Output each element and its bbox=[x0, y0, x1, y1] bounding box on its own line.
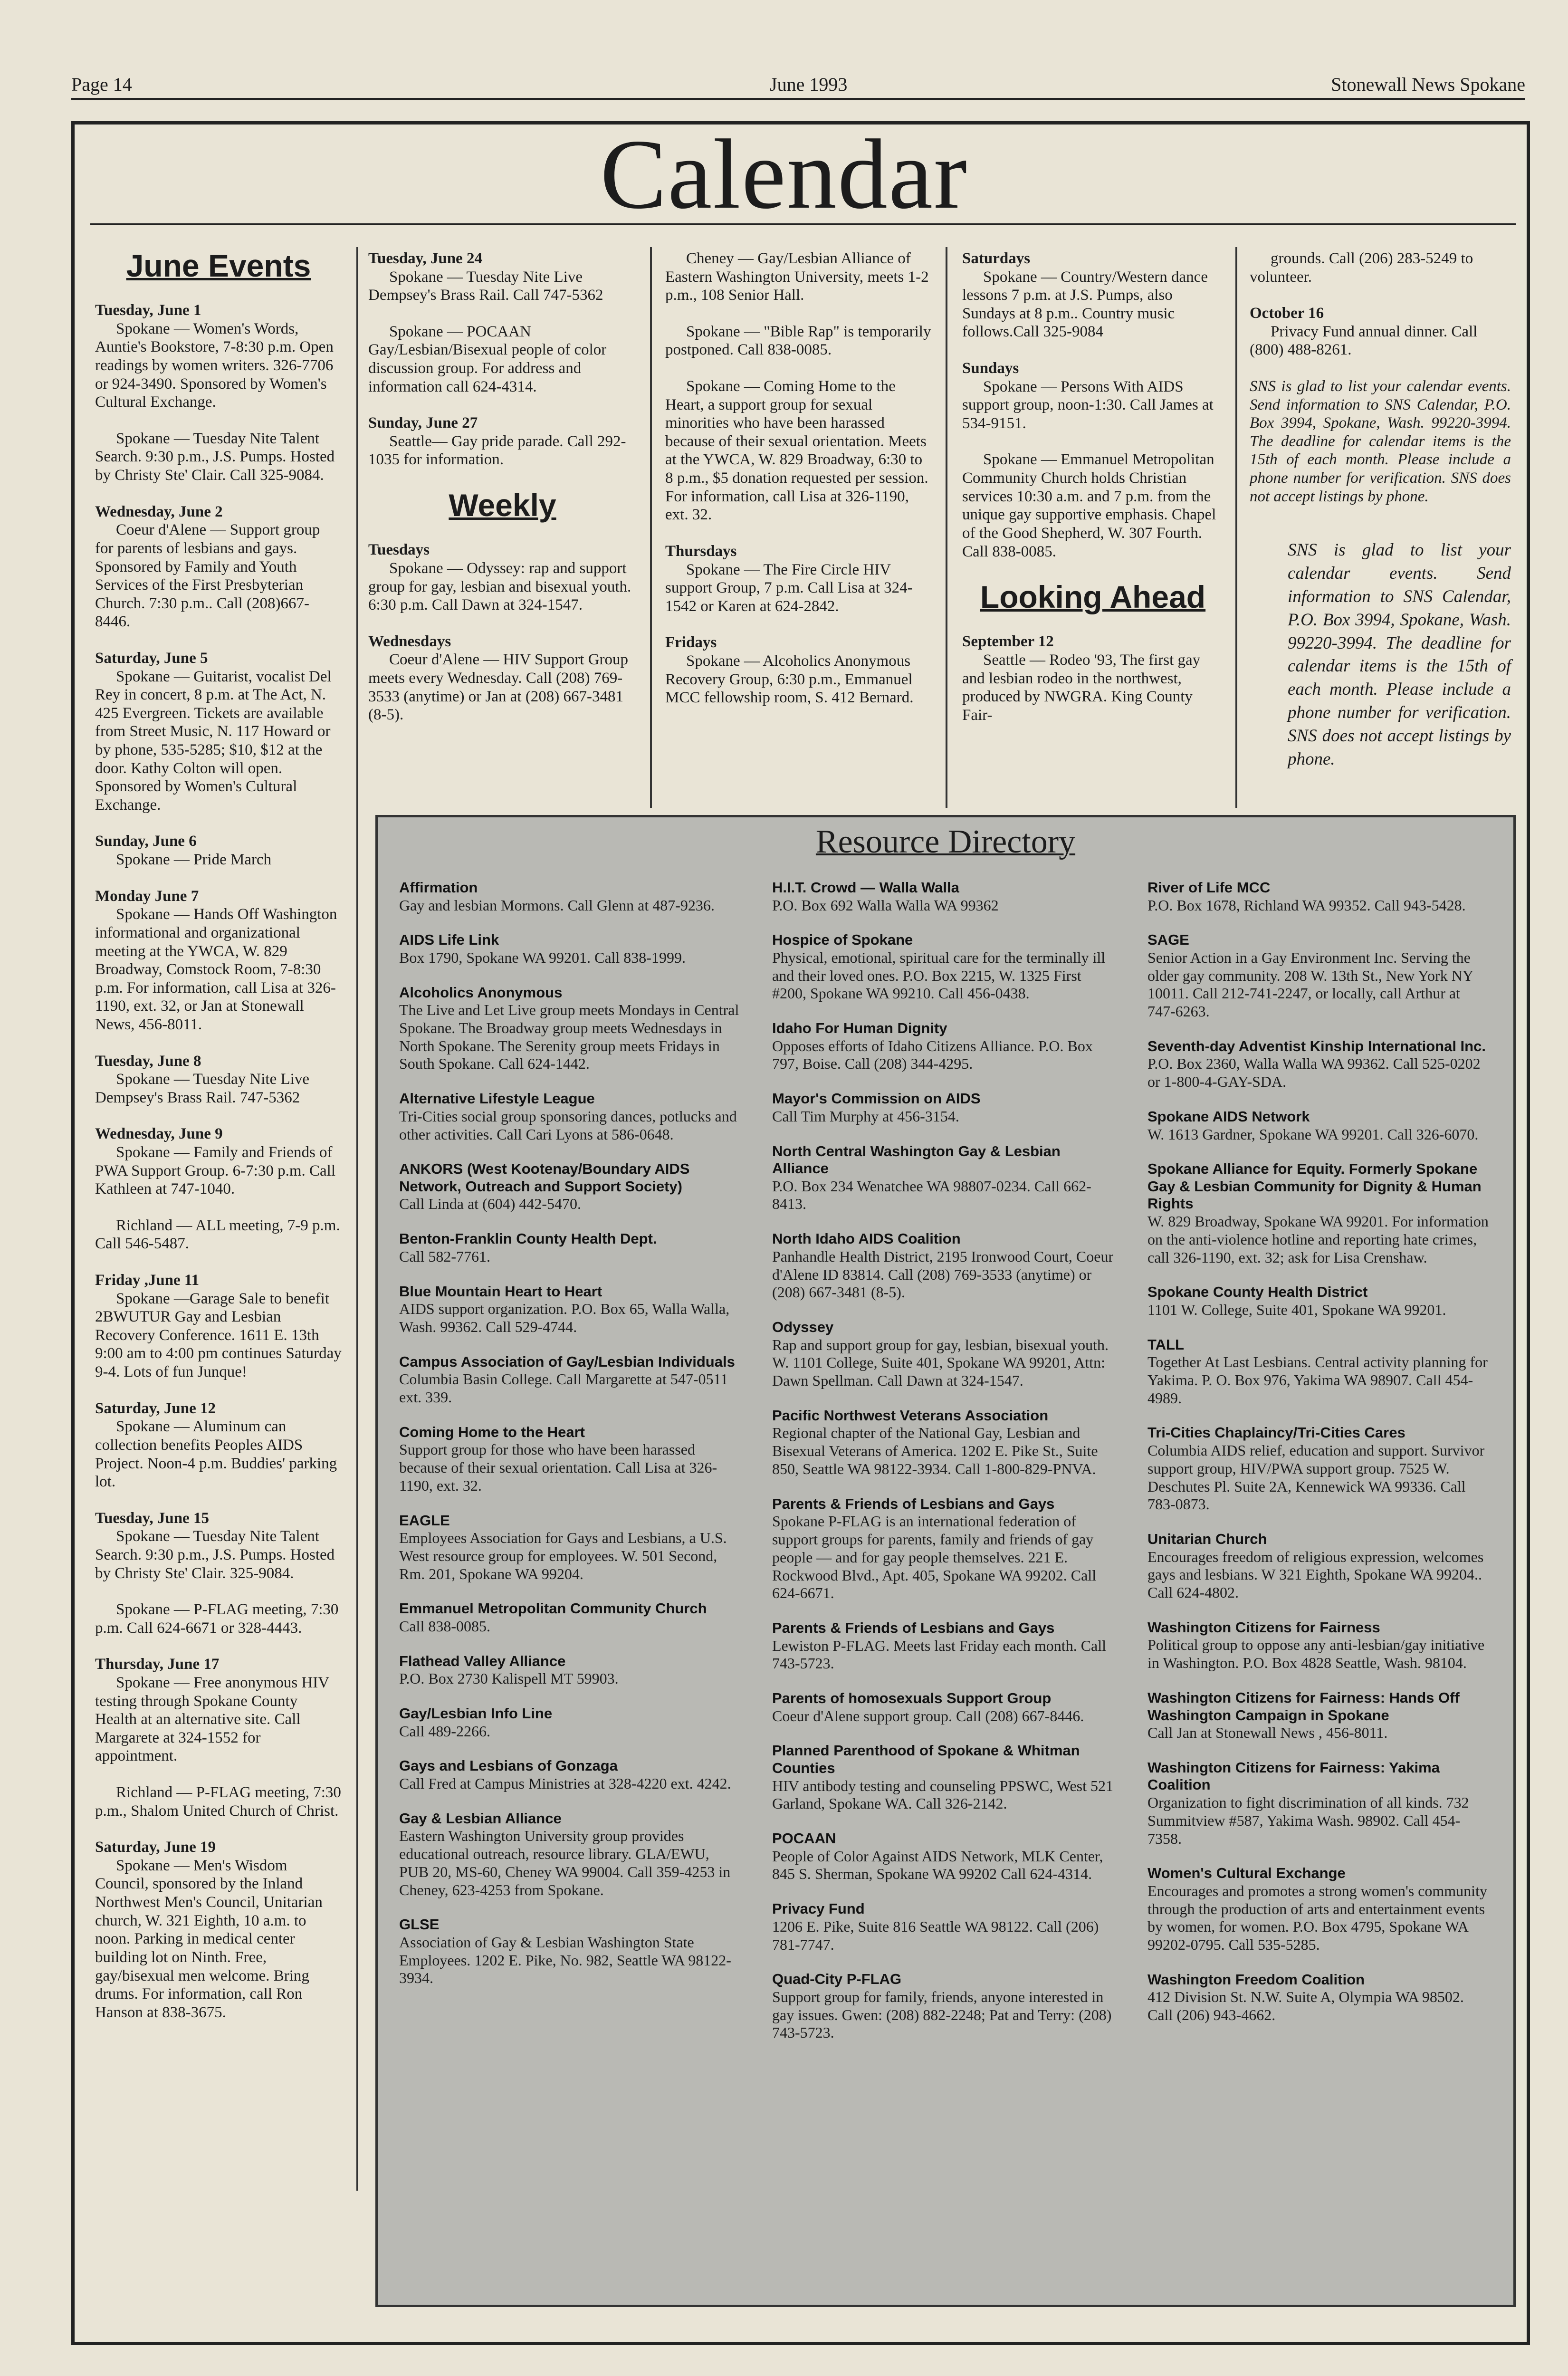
resource-details: Box 1790, Spokane WA 99201. Call 838-1999. bbox=[399, 948, 686, 966]
resource-name: North Idaho AIDS Coalition bbox=[772, 1230, 961, 1247]
event-text: Spokane — Country/Western dance lessons 7 p.m. at J.S. Pumps, also Sundays at 8 p.m.. Country music follows.Call 325-9084 bbox=[962, 268, 1208, 341]
resource-listing bbox=[1147, 1336, 1490, 1408]
event-date: Wednesday, June 2 bbox=[95, 503, 223, 520]
calendar-event bbox=[95, 832, 342, 869]
event-date: Monday June 7 bbox=[95, 887, 199, 905]
calendar-event bbox=[95, 1655, 342, 1765]
calendar-event bbox=[95, 1783, 342, 1820]
resource-name: POCAAN bbox=[772, 1830, 836, 1847]
event-text: Spokane — Pride March bbox=[116, 851, 272, 869]
resource-name: Seventh-day Adventist Kinship International Inc. bbox=[1147, 1037, 1486, 1054]
resource-details: Encourages and promotes a strong women's community through the production of arts and entertainment events by women, for women. P.O. Box 4795, Spokane WA 99202-0795. Call 535-5285. bbox=[1147, 1882, 1487, 1954]
resource-listing bbox=[399, 1353, 741, 1407]
resource-details: 1206 E. Pike, Suite 816 Seattle WA 98122. Call (206) 781-7747. bbox=[772, 1917, 1099, 1953]
resource-name: River of Life MCC bbox=[1147, 879, 1271, 896]
resource-column-3 bbox=[1147, 879, 1490, 2041]
calendar-event bbox=[95, 1052, 342, 1107]
resource-details: Encourages freedom of religious expression, welcomes gays and lesbians. W 321 Eighth, Spokane WA 99204.. Call 624-4802. bbox=[1147, 1548, 1484, 1601]
resource-name: Benton-Franklin County Health Dept. bbox=[399, 1230, 657, 1247]
resource-details: The Live and Let Live group meets Mondays in Central Spokane. The Broadway group meets Wednesdays in North Spokane. The Serenity group meets Fridays in South Spokane. Call 624-1442. bbox=[399, 1001, 739, 1073]
resource-name: Unitarian Church bbox=[1147, 1531, 1267, 1548]
event-text: Spokane — Aluminum can collection benefits Peoples AIDS Project. Noon-4 p.m. Buddies' parking lot. bbox=[95, 1418, 337, 1491]
resource-details: Lewiston P-FLAG. Meets last Friday each month. Call 743-5723. bbox=[772, 1637, 1107, 1672]
resource-directory-heading: Resource Directory bbox=[815, 824, 1076, 860]
resource-name: Flathead Valley Alliance bbox=[399, 1652, 566, 1669]
resource-details: HIV antibody testing and counseling PPSWC, West 521 Garland, Spokane WA. Call 326-2142. bbox=[772, 1777, 1113, 1812]
event-date: Tuesday, June 24 bbox=[368, 250, 482, 267]
calendar-event bbox=[95, 503, 342, 631]
event-date: Wednesday, June 9 bbox=[95, 1125, 223, 1143]
resource-name: Washington Citizens for Fairness: Yakima Coalition bbox=[1147, 1759, 1440, 1793]
resource-listing bbox=[772, 931, 1114, 1003]
resource-listing bbox=[1147, 931, 1490, 1021]
resource-listing bbox=[399, 1653, 741, 1688]
event-text: Spokane —Garage Sale to benefit 2BWUTUR Gay and Lesbian Recovery Conference. 1611 E. 13th 9:00 am to 4:00 pm continues Saturday 9-4. Lots of fun Junque! bbox=[95, 1290, 342, 1381]
resource-name: Spokane AIDS Network bbox=[1147, 1108, 1310, 1125]
event-text: Spokane — Emmanuel Metropolitan Community Church holds Christian services 10:30 a.m. and 7 p.m. from the unique gay supportive emphasis. Chapel of the Good Shepherd, W. 307 Fourth. Call 838-0085. bbox=[962, 451, 1216, 560]
resource-details: Call 489-2266. bbox=[399, 1722, 490, 1740]
june-events-heading: June Events bbox=[126, 248, 311, 283]
resource-listing bbox=[1147, 1619, 1490, 1672]
resource-listing bbox=[772, 1619, 1114, 1673]
calendar-column-3 bbox=[665, 249, 934, 725]
event-text: Spokane — Free anonymous HIV testing through Spokane County Health at an alternative site. Call Margarete at 324-1552 for appointment. bbox=[95, 1674, 329, 1765]
event-date: Sunday, June 27 bbox=[368, 414, 478, 432]
event-date: Wednesdays bbox=[368, 632, 451, 650]
resource-listing bbox=[772, 1742, 1114, 1813]
resource-name: Quad-City P-FLAG bbox=[772, 1971, 902, 1988]
weekly-list bbox=[368, 541, 637, 724]
resource-listing bbox=[772, 1900, 1114, 1954]
resource-details: P.O. Box 2730 Kalispell MT 59903. bbox=[399, 1670, 619, 1687]
weekly-heading: Weekly bbox=[449, 488, 556, 523]
resource-name: Spokane Alliance for Equity. Formerly Spokane Gay & Lesbian Community for Dignity & Human Rights bbox=[1147, 1160, 1482, 1212]
resource-listing bbox=[399, 1810, 741, 1899]
resource-details: Spokane P-FLAG is an international federation of support groups for parents, family and friends of gay people — and for gay people themselves. 221 E. Rockwood Blvd., Apt. 405, Spokane WA 99202. Call 624-6671. bbox=[772, 1513, 1097, 1602]
event-date: Saturday, June 12 bbox=[95, 1399, 216, 1417]
event-text: Seattle — Rodeo '93, The first gay and lesbian rodeo in the northwest, produced by NWGRA. King County Fair- bbox=[962, 651, 1201, 724]
resource-name: Tri-Cities Chaplaincy/Tri-Cities Cares bbox=[1147, 1424, 1405, 1441]
column-divider bbox=[356, 247, 358, 2191]
resource-listing bbox=[1147, 1284, 1490, 1319]
event-text: Cheney — Gay/Lesbian Alliance of Eastern Washington University, meets 1-2 p.m., 108 Senior Hall. bbox=[665, 250, 929, 304]
looking-ahead-heading: Looking Ahead bbox=[980, 579, 1206, 615]
resource-details: 412 Division St. N.W. Suite A, Olympia WA 98502. Call (206) 943-4662. bbox=[1147, 1988, 1464, 2024]
resource-details: Call Linda at (604) 442-5470. bbox=[399, 1195, 582, 1213]
resource-details: P.O. Box 234 Wenatchee WA 98807-0234. Call 662-8413. bbox=[772, 1177, 1091, 1213]
resource-listing bbox=[772, 1407, 1114, 1478]
resource-listing bbox=[399, 931, 741, 967]
calendar-event bbox=[665, 323, 934, 359]
resource-name: GLSE bbox=[399, 1916, 440, 1933]
resource-details: P.O. Box 692 Walla Walla WA 99362 bbox=[772, 896, 999, 914]
resource-name: Campus Association of Gay/Lesbian Individuals bbox=[399, 1353, 735, 1370]
event-date: Thursday, June 17 bbox=[95, 1656, 220, 1673]
resource-name: Hospice of Spokane bbox=[772, 931, 913, 948]
event-text: Spokane — POCAAN Gay/Lesbian/Bisexual people of color discussion group. For address and information call 624-4314. bbox=[368, 323, 607, 395]
resource-name: Washington Citizens for Fairness bbox=[1147, 1619, 1380, 1636]
event-text: Spokane — "Bible Rap" is temporarily postponed. Call 838-0085. bbox=[665, 323, 931, 359]
event-text: Spokane — Tuesday Nite Talent Search. 9:30 p.m., J.S. Pumps. Hosted by Christy Ste' Clair. Call 325-9084. bbox=[95, 430, 335, 484]
resource-name: Mayor's Commission on AIDS bbox=[772, 1090, 981, 1107]
resource-listing bbox=[399, 1916, 741, 1987]
page-number: Page 14 bbox=[71, 74, 132, 95]
calendar-column-2 bbox=[368, 249, 637, 742]
page-title: Calendar bbox=[600, 119, 968, 230]
resource-listing bbox=[772, 1830, 1114, 1883]
event-date: Saturdays bbox=[962, 250, 1031, 267]
resource-name: Women's Cultural Exchange bbox=[1147, 1865, 1346, 1882]
event-text: grounds. Call (206) 283-5249 to volunteer. bbox=[1250, 250, 1473, 286]
event-text: Spokane — Men's Wisdom Council, sponsored by the Inland Northwest Men's Council, Unitarian church, W. 321 Eighth, 10 a.m. to noon. Parking in medical center building lot on Ninth. Free, gay/bisexual men welcome. Bring drums. For information, call Ron Hanson at 838-3675. bbox=[95, 1857, 323, 2021]
calendar-column-5 bbox=[1250, 249, 1511, 771]
event-date: Tuesday, June 15 bbox=[95, 1509, 209, 1527]
resource-name: SAGE bbox=[1147, 931, 1189, 948]
event-text: Spokane — Tuesday Nite Talent Search. 9:30 p.m., J.S. Pumps. Hosted by Christy Ste' Clair. 325-9084. bbox=[95, 1528, 335, 1582]
event-date: October 16 bbox=[1250, 305, 1324, 322]
calendar-event bbox=[368, 632, 637, 724]
masthead-divider bbox=[90, 223, 1516, 225]
resource-details: Call Tim Murphy at 456-3154. bbox=[772, 1107, 959, 1125]
resource-name: TALL bbox=[1147, 1336, 1184, 1353]
event-text: Richland — ALL meeting, 7-9 p.m. Call 546-5487. bbox=[95, 1217, 340, 1253]
resource-listing bbox=[772, 1971, 1114, 2042]
june-events-column bbox=[95, 245, 342, 2040]
calendar-event bbox=[95, 1217, 342, 1253]
resource-name: Planned Parenthood of Spokane & Whitman Counties bbox=[772, 1742, 1080, 1777]
looking-ahead-list bbox=[962, 632, 1224, 724]
column-divider bbox=[650, 247, 652, 808]
resource-name: EAGLE bbox=[399, 1512, 450, 1529]
calendar-event bbox=[1250, 249, 1511, 286]
resource-listing bbox=[399, 984, 741, 1073]
resource-details: Support group for those who have been harassed because of their sexual orientation. Call Lisa at 326-1190, ext. 32. bbox=[399, 1441, 717, 1494]
resource-details: Employees Association for Gays and Lesbians, a U.S. West resource group for employees. W. 501 Second, Rm. 201, Spokane WA 99204. bbox=[399, 1529, 727, 1582]
resource-name: North Central Washington Gay & Lesbian Alliance bbox=[772, 1142, 1061, 1177]
event-date: Sundays bbox=[962, 360, 1019, 377]
resource-name: Idaho For Human Dignity bbox=[772, 1020, 947, 1037]
resource-listing bbox=[399, 1705, 741, 1740]
resource-listing bbox=[1147, 1689, 1490, 1742]
resource-listing bbox=[1147, 1038, 1490, 1091]
resource-details: Association of Gay & Lesbian Washington State Employees. 1202 E. Pike, No. 982, Seattle WA 98122-3934. bbox=[399, 1933, 731, 1987]
resource-listing bbox=[772, 879, 1114, 914]
resource-listing bbox=[772, 1495, 1114, 1602]
resource-name: Affirmation bbox=[399, 879, 478, 896]
event-text: Coeur d'Alene — Support group for parents of lesbians and gays. Sponsored by Family and Youth Services of the First Presbyterian Church. 7:30 p.m.. Call (208)667-8446. bbox=[95, 521, 320, 631]
resource-directory bbox=[375, 815, 1516, 2307]
resource-details: People of Color Against AIDS Network, MLK Center, 845 S. Sherman, Spokane WA 99202 Call 624-4314. bbox=[772, 1847, 1103, 1883]
resource-details: Call 838-0085. bbox=[399, 1617, 490, 1635]
resource-listing bbox=[399, 1600, 741, 1635]
event-text: Spokane — Women's Words, Auntie's Bookstore, 7-8:30 p.m. Open readings by women writers. 326-7706 or 924-3490. Sponsored by Women's Cultural Exchange. bbox=[95, 320, 334, 411]
event-text: Coeur d'Alene — HIV Support Group meets every Wednesday. Call (208) 769-3533 (anytime) or Jan at (208) 667-3481 (8-5). bbox=[368, 651, 629, 724]
resource-name: Gay/Lesbian Info Line bbox=[399, 1705, 553, 1722]
resource-name: Alternative Lifestyle League bbox=[399, 1090, 595, 1107]
resource-listing bbox=[399, 879, 741, 914]
calendar-event bbox=[95, 887, 342, 1034]
event-text: Spokane — The Fire Circle HIV support Group, 7 p.m. Call Lisa at 324-1542 or Karen at 624-2842. bbox=[665, 561, 913, 615]
issue-date: June 1993 bbox=[770, 74, 848, 95]
resource-name: H.I.T. Crowd — Walla Walla bbox=[772, 879, 959, 896]
resource-listing bbox=[399, 1424, 741, 1495]
resource-details: Call Fred at Campus Ministries at 328-4220 ext. 4242. bbox=[399, 1774, 731, 1792]
event-text: Spokane — Persons With AIDS support group, noon-1:30. Call James at 534-9151. bbox=[962, 378, 1214, 432]
resource-details: 1101 W. College, Suite 401, Spokane WA 99201. bbox=[1147, 1301, 1446, 1318]
resource-name: Parents & Friends of Lesbians and Gays bbox=[772, 1495, 1055, 1512]
calendar-event bbox=[368, 414, 637, 469]
calendar-event bbox=[368, 249, 637, 305]
event-date: Fridays bbox=[665, 634, 717, 651]
resource-name: Coming Home to the Heart bbox=[399, 1423, 585, 1440]
resource-listing bbox=[399, 1160, 741, 1213]
resource-listing bbox=[1147, 1108, 1490, 1143]
resource-name: Gay & Lesbian Alliance bbox=[399, 1810, 562, 1827]
resource-details: Coeur d'Alene support group. Call (208) 667-8446. bbox=[772, 1707, 1084, 1725]
resource-details: AIDS support organization. P.O. Box 65, Walla Walla, Wash. 99362. Call 529-4744. bbox=[399, 1300, 730, 1335]
resource-listing bbox=[399, 1283, 741, 1336]
event-text: Spokane — P-FLAG meeting, 7:30 p.m. Call 624-6671 or 328-4443. bbox=[95, 1601, 339, 1637]
submission-note: SNS is glad to list your calendar events. Send information to SNS Calendar, P.O. Box 3994, Spokane, Wash. 99220-3994. The deadline for calendar items is the 15th of each month. Please include a phone number for verification. SNS does not accept listings by phone. bbox=[1250, 378, 1511, 505]
calendar-column-4 bbox=[962, 249, 1224, 742]
column-divider bbox=[946, 247, 947, 808]
resource-name: Alcoholics Anonymous bbox=[399, 984, 563, 1001]
resource-listing bbox=[772, 1690, 1114, 1725]
resource-details: W. 1613 Gardner, Spokane WA 99201. Call 326-6070. bbox=[1147, 1125, 1479, 1143]
calendar-event bbox=[95, 1399, 342, 1491]
event-text: Richland — P-FLAG meeting, 7:30 p.m., Shalom United Church of Christ. bbox=[95, 1784, 341, 1820]
resource-details: W. 829 Broadway, Spokane WA 99201. For information on the anti-violence hotline and reporting hate crimes, call 326-1190, ext. 32; ask for Lisa Crenshaw. bbox=[1147, 1213, 1489, 1266]
calendar-event bbox=[1250, 304, 1511, 359]
calendar-event bbox=[95, 301, 342, 412]
resource-name: Pacific Northwest Veterans Association bbox=[772, 1407, 1049, 1424]
resource-listing bbox=[772, 1319, 1114, 1390]
resource-listing bbox=[772, 1090, 1114, 1125]
resource-column-1 bbox=[399, 879, 741, 2004]
weekend-list bbox=[962, 249, 1224, 561]
column-divider bbox=[1235, 247, 1237, 808]
resource-listing bbox=[399, 1090, 741, 1143]
event-date: Tuesday, June 1 bbox=[95, 302, 201, 319]
resource-details: Senior Action in a Gay Environment Inc. Serving the older gay community. 208 W. 13th St., New York NY 10011. Call 212-741-2247, or locally, call Arthur at 747-6263. bbox=[1147, 948, 1473, 1020]
resource-details: Support group for family, friends, anyone interested in gay issues. Gwen: (208) 882-2248; Pat and Terry: (208) 743-5723. bbox=[772, 1988, 1112, 2041]
calendar-event bbox=[95, 1600, 342, 1637]
resource-name: Privacy Fund bbox=[772, 1900, 865, 1917]
resource-listing bbox=[772, 1143, 1114, 1214]
resource-name: Parents & Friends of Lesbians and Gays bbox=[772, 1619, 1055, 1637]
page-header bbox=[71, 71, 1525, 100]
resource-details: P.O. Box 2360, Walla Walla WA 99362. Call 525-0202 or 1-800-4-GAY-SDA. bbox=[1147, 1055, 1481, 1091]
resource-listing bbox=[399, 1230, 741, 1265]
resource-name: Gays and Lesbians of Gonzaga bbox=[399, 1757, 618, 1774]
resource-name: Blue Mountain Heart to Heart bbox=[399, 1283, 602, 1300]
calendar-event bbox=[95, 430, 342, 485]
resource-listing bbox=[1147, 879, 1490, 914]
resource-details: Call Jan at Stonewall News , 456-8011. bbox=[1147, 1724, 1388, 1742]
calendar-event bbox=[368, 541, 637, 614]
event-text: Spokane — Tuesday Nite Live Dempsey's Brass Rail. Call 747-5362 bbox=[368, 268, 603, 304]
resource-name: AIDS Life Link bbox=[399, 931, 499, 948]
calendar-event bbox=[962, 359, 1224, 432]
calendar-event bbox=[665, 542, 934, 615]
resource-name: ANKORS (West Kootenay/Boundary AIDS Network, Outreach and Support Society) bbox=[399, 1160, 690, 1195]
resource-details: Together At Last Lesbians. Central activity planning for Yakima. P. O. Box 976, Yakima WA 98907. Call 454-4989. bbox=[1147, 1353, 1488, 1407]
calendar-event bbox=[962, 632, 1224, 724]
june-events-list bbox=[95, 301, 342, 2022]
calendar-event bbox=[665, 633, 934, 707]
calendar-event bbox=[95, 1838, 342, 2022]
resource-listing bbox=[1147, 1424, 1490, 1514]
event-text: Spokane — Family and Friends of PWA Support Group. 6-7:30 p.m. Call Kathleen at 747-1040. bbox=[95, 1143, 336, 1198]
resource-details: Columbia Basin College. Call Margarette at 547-0511 ext. 339. bbox=[399, 1370, 728, 1406]
calendar-event bbox=[665, 377, 934, 524]
resource-listing bbox=[399, 1512, 741, 1583]
event-text: Spokane — Hands Off Washington informational and organizational meeting at the YWCA, W. 829 Broadway, Comstock Room, 7-8:30 p.m. For information, call Lisa at 326-1190, ext. 32, or Jan at Stonewall News, 456-8011. bbox=[95, 906, 337, 1033]
resource-details: Opposes efforts of Idaho Citizens Alliance. P.O. Box 797, Boise. Call (208) 344-4295. bbox=[772, 1037, 1093, 1073]
resource-details: Panhandle Health District, 2195 Ironwood Court, Coeur d'Alene ID 83814. Call (208) 769-3533 (anytime) or (208) 667-3481 (8-5). bbox=[772, 1247, 1114, 1301]
resource-listing bbox=[1147, 1531, 1490, 1602]
resource-details: Columbia AIDS relief, education and support. Survivor support group, HIV/PWA support group. 7525 W. Deschutes Pl. Suite 2A, Kennewick WA 99336. Call 783-0873. bbox=[1147, 1442, 1485, 1513]
calendar-event bbox=[95, 1271, 342, 1381]
resource-details: Call 582-7761. bbox=[399, 1247, 490, 1265]
calendar-event bbox=[368, 323, 637, 396]
resource-details: Regional chapter of the National Gay, Lesbian and Bisexual Veterans of America. 1202 E. Pike St., Suite 850, Seattle WA 98122-3934. Call 1-800-829-PNVA. bbox=[772, 1424, 1098, 1477]
event-date: Thursdays bbox=[665, 542, 737, 560]
resource-listing bbox=[1147, 1160, 1490, 1266]
resource-name: Washington Citizens for Fairness: Hands Off Washington Campaign in Spokane bbox=[1147, 1689, 1460, 1724]
calendar-event bbox=[665, 249, 934, 305]
event-text: Spokane — Alcoholics Anonymous Recovery Group, 6:30 p.m., Emmanuel MCC fellowship room, S. 412 Bernard. bbox=[665, 652, 914, 707]
resource-details: Rap and support group for gay, lesbian, bisexual youth. W. 1101 College, Suite 401, Spokane WA 99201, Attn: Dawn Spellman. Call Dawn at 324-1547. bbox=[772, 1336, 1109, 1389]
resource-listing bbox=[772, 1020, 1114, 1073]
resource-listing bbox=[399, 1757, 741, 1792]
event-date: Tuesdays bbox=[368, 541, 430, 559]
late-june-list bbox=[368, 249, 637, 469]
event-text: Seattle— Gay pride parade. Call 292-1035 for information. bbox=[368, 432, 626, 469]
event-date: Friday ,June 11 bbox=[95, 1272, 200, 1289]
calendar-event bbox=[95, 649, 342, 814]
resource-column-2 bbox=[772, 879, 1114, 2059]
event-text: Privacy Fund annual dinner. Call (800) 488-8261. bbox=[1250, 323, 1478, 359]
resource-details: Organization to fight discrimination of all kinds. 732 Summitview #587, Yakima Wash. 98902. Call 454-7358. bbox=[1147, 1794, 1469, 1847]
resource-details: Physical, emotional, spiritual care for the terminally ill and their loved ones. P.O. Box 2215, W. 1325 First #200, Spokane WA 99210. Call 456-0438. bbox=[772, 948, 1106, 1002]
event-text: Spokane — Coming Home to the Heart, a support group for sexual minorities who have been harassed because of their sexual orientation. Meets at the YWCA, W. 829 Broadway, 6:30 to 8 p.m., $5 donation requested per session. For information, call Lisa at 326-1190, ext. 32. bbox=[665, 378, 928, 524]
resource-name: Odyssey bbox=[772, 1319, 834, 1336]
resource-details: Political group to oppose any anti-lesbian/gay initiative in Washington. P.O. Box 4828 Seattle, Wash. 98104. bbox=[1147, 1636, 1485, 1672]
event-date: Saturday, June 5 bbox=[95, 649, 208, 667]
event-text: Spokane — Odyssey: rap and support group for gay, lesbian and bisexual youth. 6:30 p.m. Call Dawn at 324-1547. bbox=[368, 559, 631, 614]
event-date: Saturday, June 19 bbox=[95, 1839, 216, 1856]
resource-listing bbox=[772, 1230, 1114, 1302]
weekly-list-continued bbox=[665, 249, 934, 707]
submission-note-large: SNS is glad to list your calendar events. Send information to SNS Calendar, P.O. Box 3994, Spokane, Wash. 99220-3994. The deadline for calendar items is the 15th of each month. Please include a phone number for verification. SNS does not accept listings by phone. bbox=[1288, 540, 1511, 769]
calendar-event bbox=[962, 249, 1224, 341]
resource-name: Spokane County Health District bbox=[1147, 1284, 1368, 1301]
event-text: Spokane — Tuesday Nite Live Dempsey's Brass Rail. 747-5362 bbox=[95, 1071, 309, 1106]
event-date: Sunday, June 6 bbox=[95, 833, 197, 850]
resource-name: Emmanuel Metropolitan Community Church bbox=[399, 1600, 707, 1617]
resource-details: P.O. Box 1678, Richland WA 99352. Call 943-5428. bbox=[1147, 896, 1466, 914]
resource-listing bbox=[1147, 1759, 1490, 1848]
resource-details: Tri-Cities social group sponsoring dances, potlucks and other activities. Call Cari Lyons at 586-0648. bbox=[399, 1107, 737, 1143]
resource-listing bbox=[1147, 1971, 1490, 2024]
calendar-event bbox=[95, 1125, 342, 1198]
resource-name: Washington Freedom Coalition bbox=[1147, 1971, 1365, 1988]
future-events-list bbox=[1250, 249, 1511, 359]
resource-listing bbox=[1147, 1865, 1490, 1954]
event-text: Spokane — Guitarist, vocalist Del Rey in concert, 8 p.m. at The Act, N. 425 Evergreen. Tickets are available from Street Music, N. 117 Howard or by phone, 535-5285; $10, $12 at the door. Kathy Colton will open. Sponsored by Women's Cultural Exchange. bbox=[95, 668, 332, 814]
resource-details: Gay and lesbian Mormons. Call Glenn at 487-9236. bbox=[399, 896, 715, 914]
event-date: September 12 bbox=[962, 633, 1054, 651]
calendar-event bbox=[962, 450, 1224, 561]
event-date: Tuesday, June 8 bbox=[95, 1052, 201, 1070]
resource-name: Parents of homosexuals Support Group bbox=[772, 1690, 1052, 1707]
calendar-event bbox=[95, 1509, 342, 1582]
publication-name: Stonewall News Spokane bbox=[1331, 74, 1525, 95]
resource-details: Eastern Washington University group provides educational outreach, resource library. GLA/EWU, PUB 20, MS-60, Cheney WA 99004. Call 359-4253 in Cheney, 623-4253 from Spokane. bbox=[399, 1827, 731, 1898]
